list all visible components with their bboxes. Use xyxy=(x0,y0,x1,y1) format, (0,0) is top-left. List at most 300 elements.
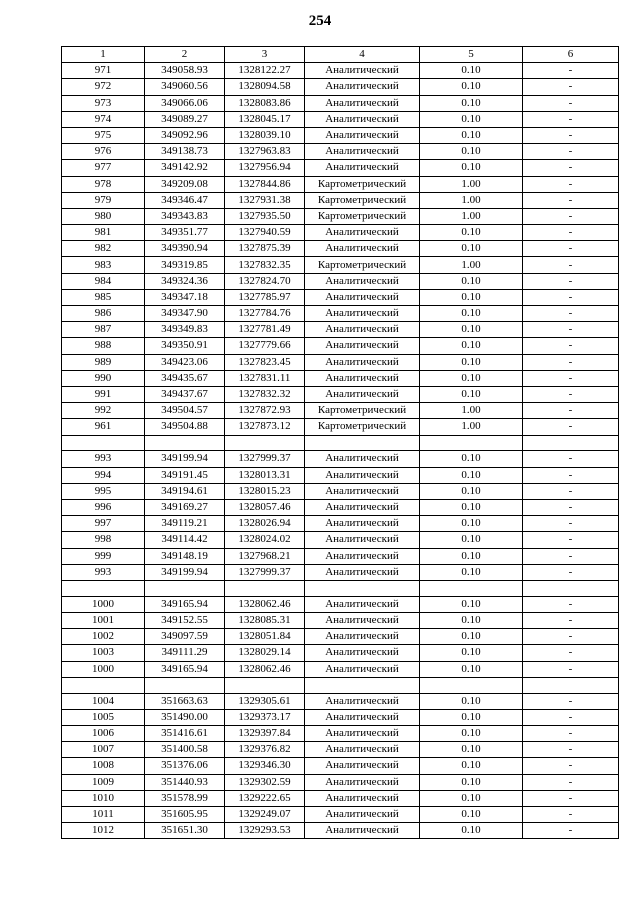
note-cell: - xyxy=(523,79,619,95)
point-number-cell: 984 xyxy=(62,273,145,289)
method-cell: Аналитический xyxy=(305,95,420,111)
note-cell: - xyxy=(523,273,619,289)
note-cell: - xyxy=(523,338,619,354)
note-cell: - xyxy=(523,467,619,483)
accuracy-cell: 0.10 xyxy=(420,629,523,645)
x-coordinate-cell: 351416.61 xyxy=(145,725,225,741)
note-cell: - xyxy=(523,160,619,176)
method-cell xyxy=(305,435,420,451)
point-number-cell: 972 xyxy=(62,79,145,95)
x-coordinate-cell: 349060.56 xyxy=(145,79,225,95)
x-coordinate-cell: 349423.06 xyxy=(145,354,225,370)
method-cell: Аналитический xyxy=(305,483,420,499)
x-coordinate-cell: 349066.06 xyxy=(145,95,225,111)
x-coordinate-cell: 349324.36 xyxy=(145,273,225,289)
accuracy-cell: 0.10 xyxy=(420,774,523,790)
note-cell: - xyxy=(523,661,619,677)
table-row xyxy=(62,612,619,628)
accuracy-cell: 0.10 xyxy=(420,564,523,580)
method-cell: Аналитический xyxy=(305,774,420,790)
accuracy-cell: 0.10 xyxy=(420,289,523,305)
accuracy-cell: 0.10 xyxy=(420,338,523,354)
accuracy-cell: 0.10 xyxy=(420,95,523,111)
accuracy-cell: 0.10 xyxy=(420,111,523,127)
table-row xyxy=(62,548,619,564)
accuracy-cell: 0.10 xyxy=(420,306,523,322)
column-number: 4 xyxy=(305,47,420,63)
x-coordinate-cell: 349347.18 xyxy=(145,289,225,305)
method-cell: Аналитический xyxy=(305,823,420,839)
y-coordinate-cell: 1327999.37 xyxy=(225,564,305,580)
x-coordinate-cell: 349343.83 xyxy=(145,208,225,224)
y-coordinate-cell: 1327940.59 xyxy=(225,225,305,241)
x-coordinate-cell: 349097.59 xyxy=(145,629,225,645)
point-number-cell: 985 xyxy=(62,289,145,305)
x-coordinate-cell: 349089.27 xyxy=(145,111,225,127)
table-row xyxy=(62,144,619,160)
point-number-cell: 989 xyxy=(62,354,145,370)
table-row xyxy=(62,338,619,354)
accuracy-cell: 0.10 xyxy=(420,127,523,143)
accuracy-cell: 0.10 xyxy=(420,596,523,612)
point-number-cell: 993 xyxy=(62,451,145,467)
y-coordinate-cell: 1327844.86 xyxy=(225,176,305,192)
y-coordinate-cell: 1328039.10 xyxy=(225,127,305,143)
point-number-cell: 961 xyxy=(62,419,145,435)
accuracy-cell: 0.10 xyxy=(420,322,523,338)
table-row xyxy=(62,451,619,467)
note-cell: - xyxy=(523,709,619,725)
x-coordinate-cell: 349114.42 xyxy=(145,532,225,548)
table-row xyxy=(62,742,619,758)
point-number-cell xyxy=(62,580,145,596)
y-coordinate-cell: 1327956.94 xyxy=(225,160,305,176)
point-number-cell: 983 xyxy=(62,257,145,273)
table-row xyxy=(62,192,619,208)
accuracy-cell xyxy=(420,580,523,596)
point-number-cell: 992 xyxy=(62,403,145,419)
x-coordinate-cell: 351605.95 xyxy=(145,806,225,822)
point-number-cell: 1007 xyxy=(62,742,145,758)
point-number-cell: 1012 xyxy=(62,823,145,839)
x-coordinate-cell: 349142.92 xyxy=(145,160,225,176)
method-cell: Картометрический xyxy=(305,403,420,419)
x-coordinate-cell: 349119.21 xyxy=(145,516,225,532)
accuracy-cell: 1.00 xyxy=(420,257,523,273)
note-cell: - xyxy=(523,806,619,822)
method-cell: Аналитический xyxy=(305,516,420,532)
y-coordinate-cell: 1328051.84 xyxy=(225,629,305,645)
point-number-cell: 1005 xyxy=(62,709,145,725)
x-coordinate-cell: 349199.94 xyxy=(145,451,225,467)
note-cell: - xyxy=(523,483,619,499)
accuracy-cell: 0.10 xyxy=(420,144,523,160)
x-coordinate-cell: 349351.77 xyxy=(145,225,225,241)
accuracy-cell: 0.10 xyxy=(420,370,523,386)
note-cell: - xyxy=(523,63,619,79)
y-coordinate-cell: 1328026.94 xyxy=(225,516,305,532)
table-row xyxy=(62,774,619,790)
y-coordinate-cell: 1328057.46 xyxy=(225,499,305,515)
y-coordinate-cell: 1327823.45 xyxy=(225,354,305,370)
x-coordinate-cell: 349148.19 xyxy=(145,548,225,564)
point-number-cell: 1000 xyxy=(62,596,145,612)
accuracy-cell: 0.10 xyxy=(420,709,523,725)
accuracy-cell: 0.10 xyxy=(420,532,523,548)
y-coordinate-cell: 1327873.12 xyxy=(225,419,305,435)
accuracy-cell: 0.10 xyxy=(420,758,523,774)
point-number-cell: 976 xyxy=(62,144,145,160)
method-cell: Аналитический xyxy=(305,338,420,354)
table-row xyxy=(62,725,619,741)
method-cell: Аналитический xyxy=(305,596,420,612)
x-coordinate-cell: 349199.94 xyxy=(145,564,225,580)
method-cell xyxy=(305,677,420,693)
point-number-cell: 1008 xyxy=(62,758,145,774)
point-number-cell: 978 xyxy=(62,176,145,192)
point-number-cell: 1002 xyxy=(62,629,145,645)
x-coordinate-cell: 351578.99 xyxy=(145,790,225,806)
coordinates-table xyxy=(61,46,619,839)
method-cell: Картометрический xyxy=(305,257,420,273)
y-coordinate-cell: 1327999.37 xyxy=(225,451,305,467)
note-cell: - xyxy=(523,596,619,612)
y-coordinate-cell: 1327968.21 xyxy=(225,548,305,564)
table-row xyxy=(62,176,619,192)
y-coordinate-cell: 1329249.07 xyxy=(225,806,305,822)
note-cell: - xyxy=(523,774,619,790)
method-cell: Аналитический xyxy=(305,111,420,127)
note-cell: - xyxy=(523,612,619,628)
point-number-cell: 988 xyxy=(62,338,145,354)
note-cell: - xyxy=(523,225,619,241)
column-number: 2 xyxy=(145,47,225,63)
table-row xyxy=(62,564,619,580)
method-cell: Аналитический xyxy=(305,612,420,628)
note-cell: - xyxy=(523,386,619,402)
x-coordinate-cell: 349191.45 xyxy=(145,467,225,483)
accuracy-cell: 0.10 xyxy=(420,241,523,257)
y-coordinate-cell: 1328062.46 xyxy=(225,596,305,612)
table-row xyxy=(62,225,619,241)
method-cell: Аналитический xyxy=(305,499,420,515)
note-cell: - xyxy=(523,725,619,741)
x-coordinate-cell xyxy=(145,435,225,451)
method-cell: Аналитический xyxy=(305,306,420,322)
table-row xyxy=(62,370,619,386)
method-cell: Аналитический xyxy=(305,79,420,95)
note-cell: - xyxy=(523,241,619,257)
y-coordinate-cell: 1329293.53 xyxy=(225,823,305,839)
method-cell: Картометрический xyxy=(305,192,420,208)
table-row xyxy=(62,79,619,95)
column-number: 1 xyxy=(62,47,145,63)
column-number: 3 xyxy=(225,47,305,63)
table-row xyxy=(62,645,619,661)
y-coordinate-cell: 1328045.17 xyxy=(225,111,305,127)
accuracy-cell: 0.10 xyxy=(420,63,523,79)
y-coordinate-cell: 1329373.17 xyxy=(225,709,305,725)
note-cell: - xyxy=(523,532,619,548)
point-number-cell: 971 xyxy=(62,63,145,79)
x-coordinate-cell: 349347.90 xyxy=(145,306,225,322)
note-cell xyxy=(523,435,619,451)
point-number-cell: 1001 xyxy=(62,612,145,628)
accuracy-cell: 0.10 xyxy=(420,354,523,370)
y-coordinate-cell: 1327785.97 xyxy=(225,289,305,305)
separator-row xyxy=(62,677,619,693)
y-coordinate-cell: 1327872.93 xyxy=(225,403,305,419)
table-row xyxy=(62,241,619,257)
column-number: 5 xyxy=(420,47,523,63)
x-coordinate-cell: 349209.08 xyxy=(145,176,225,192)
note-cell: - xyxy=(523,645,619,661)
x-coordinate-cell xyxy=(145,677,225,693)
x-coordinate-cell: 351440.93 xyxy=(145,774,225,790)
point-number-cell: 986 xyxy=(62,306,145,322)
note-cell: - xyxy=(523,629,619,645)
table-row xyxy=(62,483,619,499)
method-cell: Аналитический xyxy=(305,370,420,386)
method-cell: Аналитический xyxy=(305,661,420,677)
y-coordinate-cell: 1328122.27 xyxy=(225,63,305,79)
accuracy-cell: 0.10 xyxy=(420,725,523,741)
x-coordinate-cell: 349111.29 xyxy=(145,645,225,661)
y-coordinate-cell: 1328015.23 xyxy=(225,483,305,499)
x-coordinate-cell: 349319.85 xyxy=(145,257,225,273)
method-cell: Аналитический xyxy=(305,709,420,725)
method-cell: Аналитический xyxy=(305,629,420,645)
note-cell: - xyxy=(523,127,619,143)
y-coordinate-cell: 1329397.84 xyxy=(225,725,305,741)
y-coordinate-cell: 1329302.59 xyxy=(225,774,305,790)
point-number-cell: 990 xyxy=(62,370,145,386)
x-coordinate-cell: 349349.83 xyxy=(145,322,225,338)
note-cell: - xyxy=(523,322,619,338)
accuracy-cell: 0.10 xyxy=(420,79,523,95)
table-row xyxy=(62,661,619,677)
table-row xyxy=(62,322,619,338)
note-cell: - xyxy=(523,289,619,305)
point-number-cell: 982 xyxy=(62,241,145,257)
note-cell xyxy=(523,677,619,693)
x-coordinate-cell: 349058.93 xyxy=(145,63,225,79)
note-cell: - xyxy=(523,451,619,467)
accuracy-cell: 0.10 xyxy=(420,160,523,176)
note-cell: - xyxy=(523,823,619,839)
y-coordinate-cell: 1327963.83 xyxy=(225,144,305,160)
accuracy-cell: 1.00 xyxy=(420,192,523,208)
method-cell: Аналитический xyxy=(305,63,420,79)
point-number-cell: 1010 xyxy=(62,790,145,806)
y-coordinate-cell: 1328024.02 xyxy=(225,532,305,548)
point-number-cell: 998 xyxy=(62,532,145,548)
point-number-cell xyxy=(62,677,145,693)
point-number-cell: 995 xyxy=(62,483,145,499)
x-coordinate-cell: 349169.27 xyxy=(145,499,225,515)
method-cell: Картометрический xyxy=(305,419,420,435)
x-coordinate-cell: 349504.88 xyxy=(145,419,225,435)
method-cell: Аналитический xyxy=(305,322,420,338)
note-cell: - xyxy=(523,176,619,192)
table-row xyxy=(62,467,619,483)
point-number-cell: 1003 xyxy=(62,645,145,661)
x-coordinate-cell: 351490.00 xyxy=(145,709,225,725)
accuracy-cell: 0.10 xyxy=(420,483,523,499)
method-cell: Аналитический xyxy=(305,354,420,370)
y-coordinate-cell xyxy=(225,435,305,451)
table-row xyxy=(62,403,619,419)
accuracy-cell: 0.10 xyxy=(420,742,523,758)
note-cell: - xyxy=(523,693,619,709)
x-coordinate-cell: 349390.94 xyxy=(145,241,225,257)
accuracy-cell: 1.00 xyxy=(420,403,523,419)
accuracy-cell: 1.00 xyxy=(420,208,523,224)
point-number-cell: 987 xyxy=(62,322,145,338)
table-row xyxy=(62,790,619,806)
accuracy-cell: 0.10 xyxy=(420,790,523,806)
method-cell: Аналитический xyxy=(305,758,420,774)
x-coordinate-cell: 351651.30 xyxy=(145,823,225,839)
y-coordinate-cell: 1328029.14 xyxy=(225,645,305,661)
point-number-cell: 994 xyxy=(62,467,145,483)
point-number-cell xyxy=(62,435,145,451)
y-coordinate-cell: 1328013.31 xyxy=(225,467,305,483)
note-cell: - xyxy=(523,403,619,419)
table-row xyxy=(62,693,619,709)
note-cell: - xyxy=(523,257,619,273)
method-cell: Аналитический xyxy=(305,273,420,289)
accuracy-cell: 0.10 xyxy=(420,693,523,709)
table-row xyxy=(62,95,619,111)
y-coordinate-cell: 1328062.46 xyxy=(225,661,305,677)
point-number-cell: 974 xyxy=(62,111,145,127)
method-cell: Аналитический xyxy=(305,241,420,257)
table-row xyxy=(62,499,619,515)
point-number-cell: 997 xyxy=(62,516,145,532)
method-cell: Картометрический xyxy=(305,176,420,192)
accuracy-cell: 0.10 xyxy=(420,806,523,822)
point-number-cell: 996 xyxy=(62,499,145,515)
table-row xyxy=(62,257,619,273)
method-cell: Аналитический xyxy=(305,645,420,661)
table-row xyxy=(62,289,619,305)
x-coordinate-cell: 349437.67 xyxy=(145,386,225,402)
accuracy-cell: 0.10 xyxy=(420,645,523,661)
accuracy-cell: 0.10 xyxy=(420,225,523,241)
y-coordinate-cell: 1329305.61 xyxy=(225,693,305,709)
point-number-cell: 975 xyxy=(62,127,145,143)
note-cell: - xyxy=(523,516,619,532)
point-number-cell: 1009 xyxy=(62,774,145,790)
method-cell: Аналитический xyxy=(305,386,420,402)
x-coordinate-cell: 349435.67 xyxy=(145,370,225,386)
x-coordinate-cell: 349165.94 xyxy=(145,596,225,612)
x-coordinate-cell xyxy=(145,580,225,596)
table-row xyxy=(62,823,619,839)
y-coordinate-cell: 1327875.39 xyxy=(225,241,305,257)
note-cell: - xyxy=(523,790,619,806)
column-number-row xyxy=(62,47,619,63)
table-row xyxy=(62,386,619,402)
y-coordinate-cell: 1329376.82 xyxy=(225,742,305,758)
y-coordinate-cell: 1329346.30 xyxy=(225,758,305,774)
accuracy-cell: 0.10 xyxy=(420,386,523,402)
method-cell xyxy=(305,580,420,596)
table-row xyxy=(62,111,619,127)
x-coordinate-cell: 349504.57 xyxy=(145,403,225,419)
method-cell: Картометрический xyxy=(305,208,420,224)
method-cell: Аналитический xyxy=(305,806,420,822)
point-number-cell: 981 xyxy=(62,225,145,241)
accuracy-cell: 0.10 xyxy=(420,499,523,515)
point-number-cell: 1006 xyxy=(62,725,145,741)
table-row xyxy=(62,63,619,79)
method-cell: Аналитический xyxy=(305,451,420,467)
table-row xyxy=(62,419,619,435)
accuracy-cell: 0.10 xyxy=(420,467,523,483)
y-coordinate-cell: 1327784.76 xyxy=(225,306,305,322)
x-coordinate-cell: 349350.91 xyxy=(145,338,225,354)
table-row xyxy=(62,629,619,645)
table-row xyxy=(62,532,619,548)
x-coordinate-cell: 349165.94 xyxy=(145,661,225,677)
method-cell: Аналитический xyxy=(305,725,420,741)
x-coordinate-cell: 349194.61 xyxy=(145,483,225,499)
table-row xyxy=(62,596,619,612)
table-row xyxy=(62,160,619,176)
method-cell: Аналитический xyxy=(305,467,420,483)
point-number-cell: 973 xyxy=(62,95,145,111)
point-number-cell: 980 xyxy=(62,208,145,224)
note-cell: - xyxy=(523,95,619,111)
note-cell: - xyxy=(523,499,619,515)
table-row xyxy=(62,516,619,532)
note-cell: - xyxy=(523,419,619,435)
accuracy-cell: 0.10 xyxy=(420,273,523,289)
note-cell: - xyxy=(523,306,619,322)
x-coordinate-cell: 351376.06 xyxy=(145,758,225,774)
accuracy-cell xyxy=(420,677,523,693)
method-cell: Аналитический xyxy=(305,225,420,241)
note-cell: - xyxy=(523,564,619,580)
table-body xyxy=(62,63,619,839)
accuracy-cell: 0.10 xyxy=(420,823,523,839)
column-number: 6 xyxy=(523,47,619,63)
y-coordinate-cell: 1327935.50 xyxy=(225,208,305,224)
accuracy-cell: 1.00 xyxy=(420,176,523,192)
method-cell: Аналитический xyxy=(305,127,420,143)
note-cell: - xyxy=(523,548,619,564)
method-cell: Аналитический xyxy=(305,742,420,758)
y-coordinate-cell: 1327779.66 xyxy=(225,338,305,354)
accuracy-cell: 0.10 xyxy=(420,516,523,532)
note-cell: - xyxy=(523,370,619,386)
y-coordinate-cell xyxy=(225,677,305,693)
table-row xyxy=(62,273,619,289)
y-coordinate-cell: 1327832.35 xyxy=(225,257,305,273)
note-cell: - xyxy=(523,208,619,224)
x-coordinate-cell: 349346.47 xyxy=(145,192,225,208)
table-row xyxy=(62,806,619,822)
y-coordinate-cell: 1328085.31 xyxy=(225,612,305,628)
y-coordinate-cell: 1328083.86 xyxy=(225,95,305,111)
x-coordinate-cell: 351663.63 xyxy=(145,693,225,709)
note-cell xyxy=(523,580,619,596)
y-coordinate-cell: 1327832.32 xyxy=(225,386,305,402)
x-coordinate-cell: 349092.96 xyxy=(145,127,225,143)
point-number-cell: 1004 xyxy=(62,693,145,709)
